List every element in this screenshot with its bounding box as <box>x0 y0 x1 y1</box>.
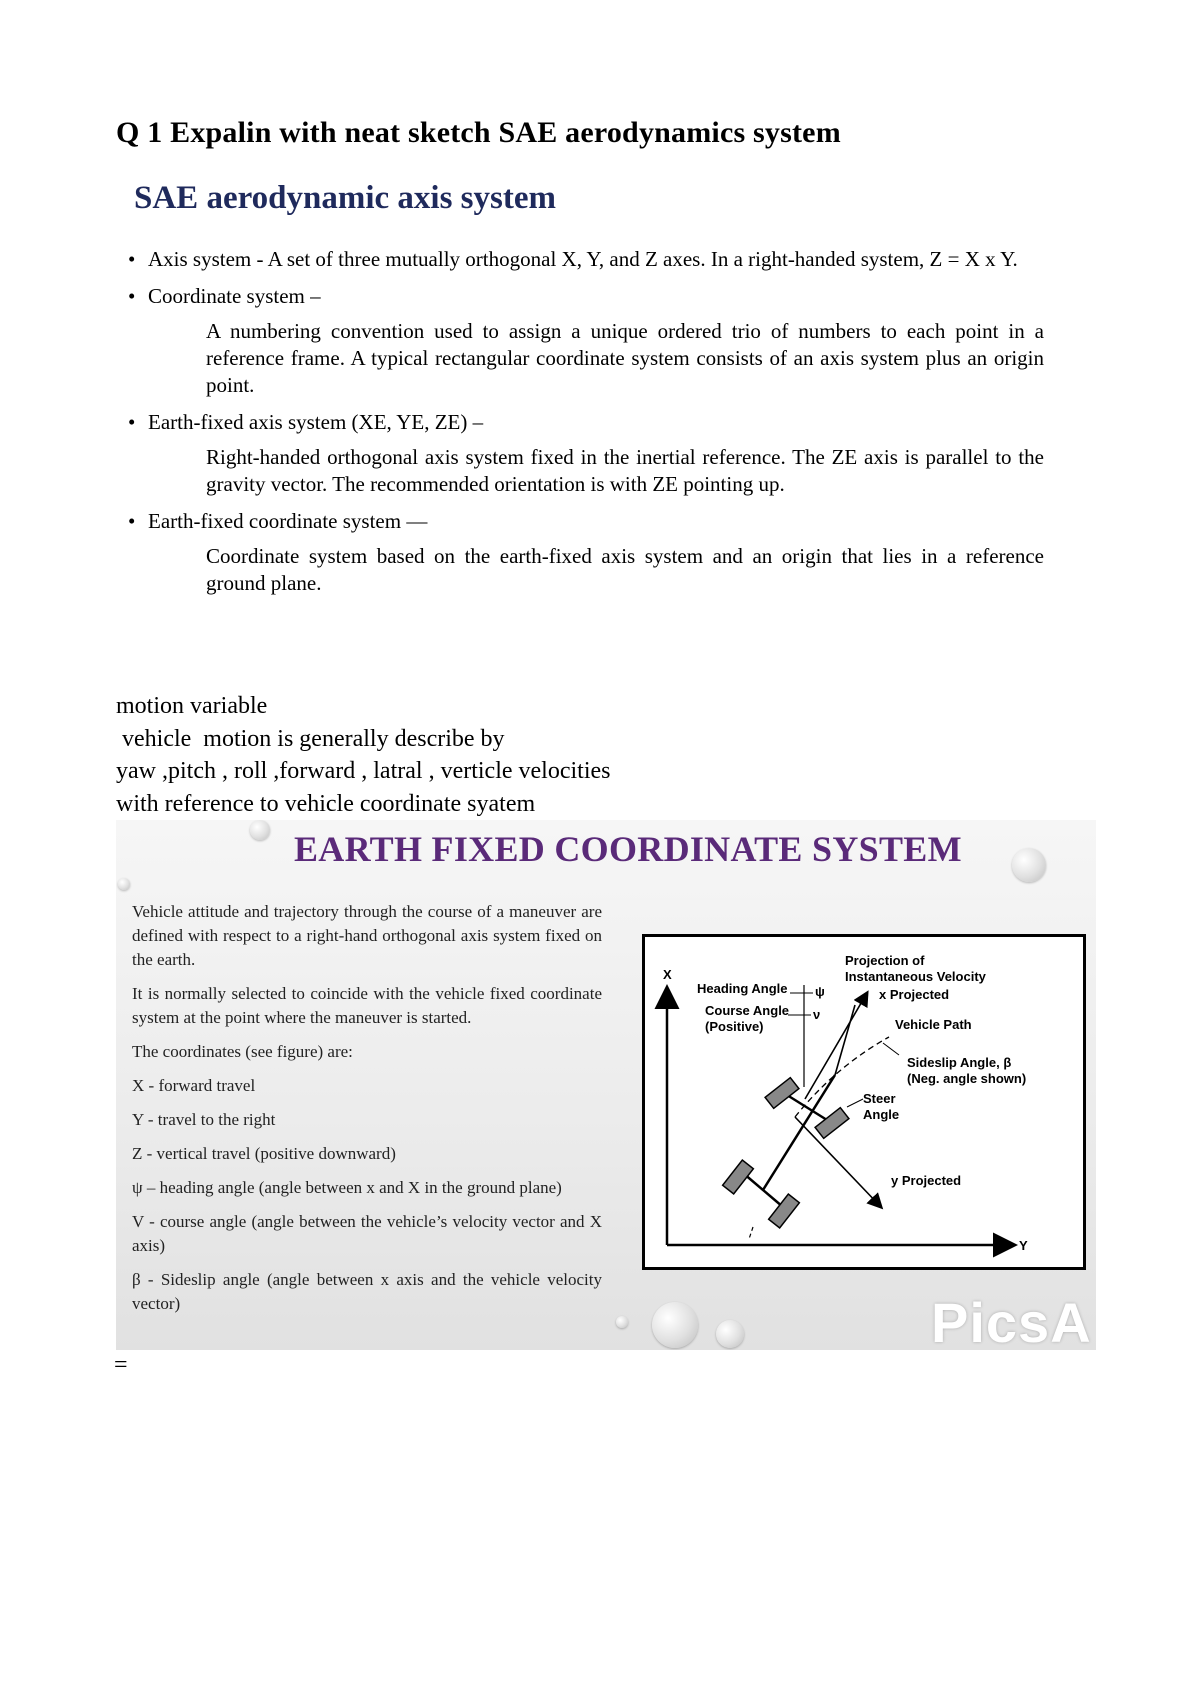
bullet-earth-fixed-axis-system: • Earth-fixed axis system (XE, YE, ZE) – <box>124 409 1044 436</box>
path-tail <box>749 1227 753 1239</box>
y-projected-label: y Projected <box>891 1173 962 1188</box>
diagram-svg <box>645 937 1083 1267</box>
water-drop-decoration <box>652 1302 698 1348</box>
psi-symbol: ψ <box>815 984 825 999</box>
bullet-axis-system: • Axis system - A set of three mutually orthogonal X, Y, and Z axes. In a right-handed system, Z = X x Y. <box>124 246 1044 273</box>
steer-leader <box>847 1099 863 1107</box>
motion-variable-text <box>116 690 610 820</box>
water-drop-decoration <box>250 820 270 840</box>
steer-angle-label: Angle <box>863 1107 900 1122</box>
slide-sae-axis-system <box>116 170 1046 640</box>
paragraph-vehicle-attitude: Vehicle attitude and trajectory through the course of a maneuver are defined with respect to a right-hand orthogonal axis system fixed on the earth. <box>132 902 602 969</box>
vehicle-path-label: Vehicle Path <box>895 1017 972 1032</box>
x-projected-line <box>835 1005 855 1075</box>
earth-fixed-coordinate-diagram <box>642 934 1086 1270</box>
question-title: Q 1 Expalin with neat sketch SAE aerodynamics system <box>116 116 841 149</box>
paragraph-coincide: It is normally selected to coincide with the vehicle fixed coordinate system at the point where the maneuver is started. <box>132 984 602 1027</box>
slide2-text <box>132 900 602 1326</box>
nu-symbol: ν <box>813 1007 821 1022</box>
front-right-wheel <box>815 1108 849 1139</box>
paragraph-coordinates-intro: The coordinates (see figure) are: <box>132 1042 353 1061</box>
sideslip-angle-definition: β - Sideslip angle (angle between x axis and the vehicle velocity vector) <box>132 1270 602 1313</box>
water-drop-decoration <box>616 1316 628 1328</box>
water-drop-decoration <box>716 1320 744 1348</box>
heading-angle-definition: ψ – heading angle (angle between x and X in the ground plane) <box>132 1178 562 1197</box>
body-line: yaw ,pitch , roll ,forward , latral , verticle velocities <box>116 758 611 784</box>
slide2-title: EARTH FIXED COORDINATE SYSTEM <box>294 829 962 869</box>
coordinate-z: Z - vertical travel (positive downward) <box>132 1144 396 1163</box>
sideslip-angle-label: Sideslip Angle, β <box>907 1055 1012 1070</box>
x-axis-label: X <box>663 967 672 982</box>
water-drop-decoration <box>1012 848 1046 882</box>
coordinate-system-description: A numbering convention used to assign a unique ordered trio of numbers to each point in a reference frame. A typical rectangular coordinate system consists of an axis system plus an origin point. <box>206 319 1044 397</box>
y-axis-label: Y <box>1019 1238 1028 1253</box>
projection-label: Projection of <box>845 953 925 968</box>
sideslip-leader <box>883 1043 899 1055</box>
course-angle-positive-label: (Positive) <box>705 1019 764 1034</box>
coordinate-y: Y - travel to the right <box>132 1110 276 1129</box>
bullet-coordinate-system: • Coordinate system – <box>124 283 1044 310</box>
coordinate-x: X - forward travel <box>132 1076 256 1095</box>
body-line: motion variable <box>116 693 268 719</box>
body-line: vehicle motion is generally describe by <box>116 725 505 752</box>
water-drop-decoration <box>118 878 130 890</box>
picsart-watermark: PicsA <box>931 1291 1092 1350</box>
sideslip-neg-label: (Neg. angle shown) <box>907 1071 1027 1086</box>
front-left-wheel <box>765 1078 799 1109</box>
earth-fixed-coordinate-description: Coordinate system based on the earth-fixed axis system and an origin that lies in a reference ground plane. <box>206 544 1044 595</box>
instantaneous-velocity-label: Instantaneous Velocity <box>845 969 986 984</box>
x-projected-label: x Projected <box>879 987 950 1002</box>
course-angle-definition: V - course angle (angle between the vehicle’s velocity vector and X axis) <box>132 1212 602 1255</box>
bullet-earth-fixed-coordinate-system: • Earth-fixed coordinate system — <box>124 508 1044 535</box>
slide-earth-fixed-coordinate-system <box>116 820 1096 1350</box>
course-angle-label: Course Angle <box>705 1003 790 1018</box>
steer-label: Steer <box>863 1091 896 1106</box>
heading-angle-label: Heading Angle <box>697 981 788 996</box>
rear-axle <box>743 1173 783 1207</box>
body-line: with reference to vehicle coordinate syatem <box>116 790 536 817</box>
trailing-equals: = <box>114 1352 128 1378</box>
slide1-bullet-list <box>124 246 1044 597</box>
earth-fixed-axis-description: Right-handed orthogonal axis system fixed in the inertial reference. The ZE axis is parallel to the gravity vector. The recommended orientation is with ZE pointing up. <box>206 445 1044 496</box>
y-projected-arrow <box>795 1117 881 1207</box>
slide1-title: SAE aerodynamic axis system <box>134 180 556 216</box>
